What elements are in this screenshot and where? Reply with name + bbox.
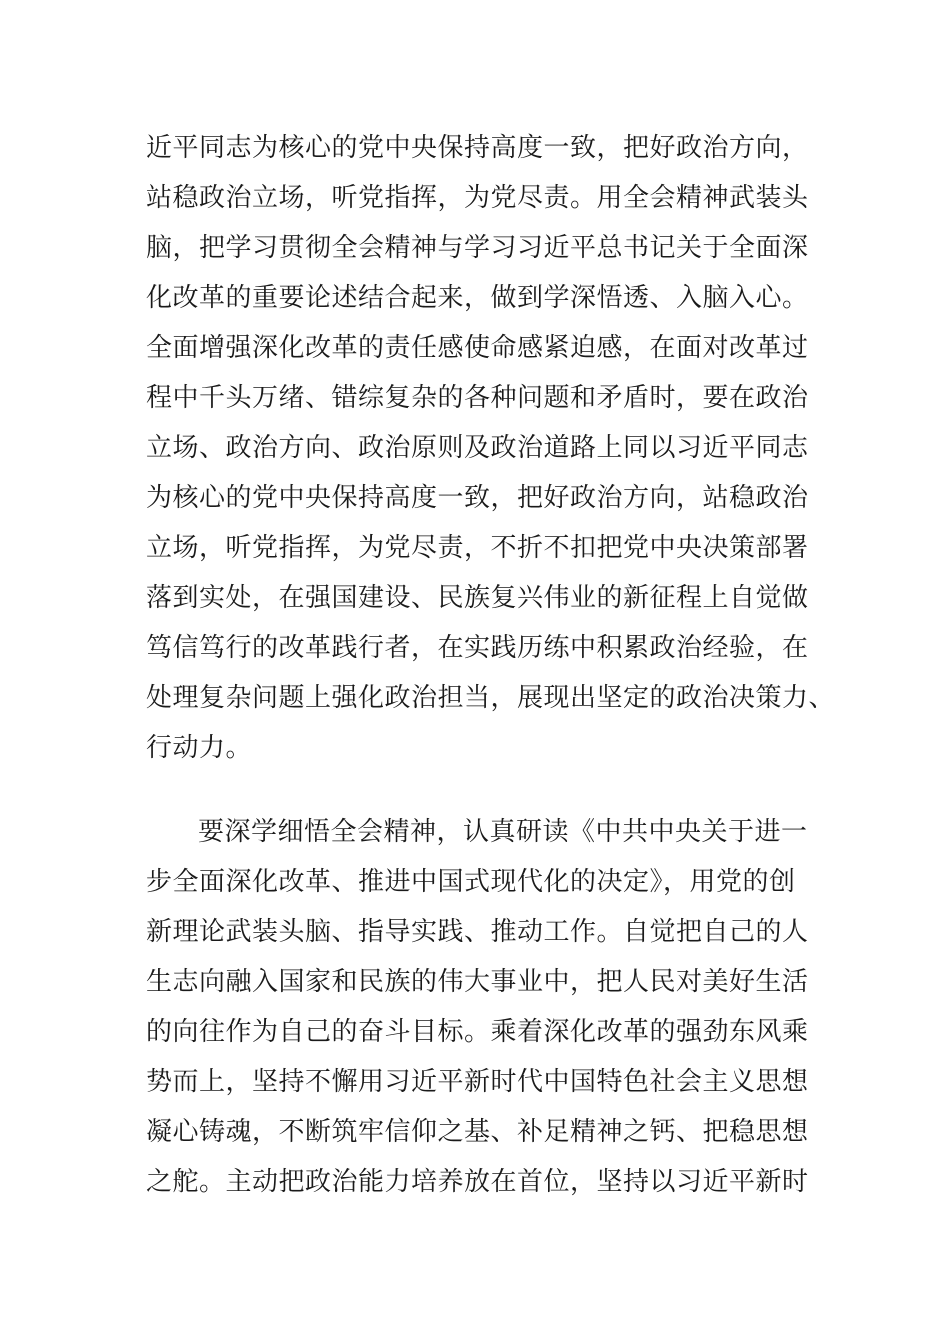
paragraph-1-line-5: 全面增强深化改革的责任感使命感紧迫感，在面对改革过: [146, 333, 809, 363]
paragraph-2-line-3: 新理论武装头脑、指导实践、推动工作。自觉把自己的人: [146, 917, 809, 947]
paragraph-1-line-13: 行动力。: [146, 733, 253, 763]
paragraph-1-line-8: 为核心的党中央保持高度一致，把好政治方向，站稳政治: [146, 483, 809, 513]
paragraph-1-line-1: 近平同志为核心的党中央保持高度一致，把好政治方向，: [146, 133, 809, 163]
paragraph-1-line-7: 立场、政治方向、政治原则及政治道路上同以习近平同志: [146, 433, 809, 463]
paragraph-2-line-6: 势而上，坚持不懈用习近平新时代中国特色社会主义思想: [146, 1067, 809, 1097]
paragraph-1-line-9: 立场，听党指挥，为党尽责，不折不扣把党中央决策部署: [146, 533, 809, 563]
paragraph-2-line-4: 生志向融入国家和民族的伟大事业中，把人民对美好生活: [146, 967, 809, 997]
paragraph-2-line-5: 的向往作为自己的奋斗目标。乘着深化改革的强劲东风乘: [146, 1017, 809, 1047]
paragraph-2-line-1: 要深学细悟全会精神，认真研读《中共中央关于进一: [198, 817, 808, 847]
paragraph-1-line-10: 落到实处，在强国建设、民族复兴伟业的新征程上自觉做: [146, 583, 809, 613]
paragraph-1-line-12: 处理复杂问题上强化政治担当，展现出坚定的政治决策力、: [146, 683, 836, 713]
paragraph-1-line-4: 化改革的重要论述结合起来，做到学深悟透、入脑入心。: [146, 283, 809, 313]
paragraph-2-line-2: 步全面深化改革、推进中国式现代化的决定》，用党的创: [146, 867, 796, 897]
paragraph-1-line-2: 站稳政治立场，听党指挥，为党尽责。用全会精神武装头: [146, 183, 809, 213]
paragraph-2-line-7: 凝心铸魂，不断筑牢信仰之基、补足精神之钙、把稳思想: [146, 1117, 809, 1147]
paragraph-1-line-6: 程中千头万绪、错综复杂的各种问题和矛盾时，要在政治: [146, 383, 809, 413]
paragraph-1-line-11: 笃信笃行的改革践行者，在实践历练中积累政治经验，在: [146, 633, 809, 663]
paragraph-2-line-8: 之舵。主动把政治能力培养放在首位，坚持以习近平新时: [146, 1167, 809, 1197]
paragraph-1-line-3: 脑，把学习贯彻全会精神与学习习近平总书记关于全面深: [146, 233, 809, 263]
